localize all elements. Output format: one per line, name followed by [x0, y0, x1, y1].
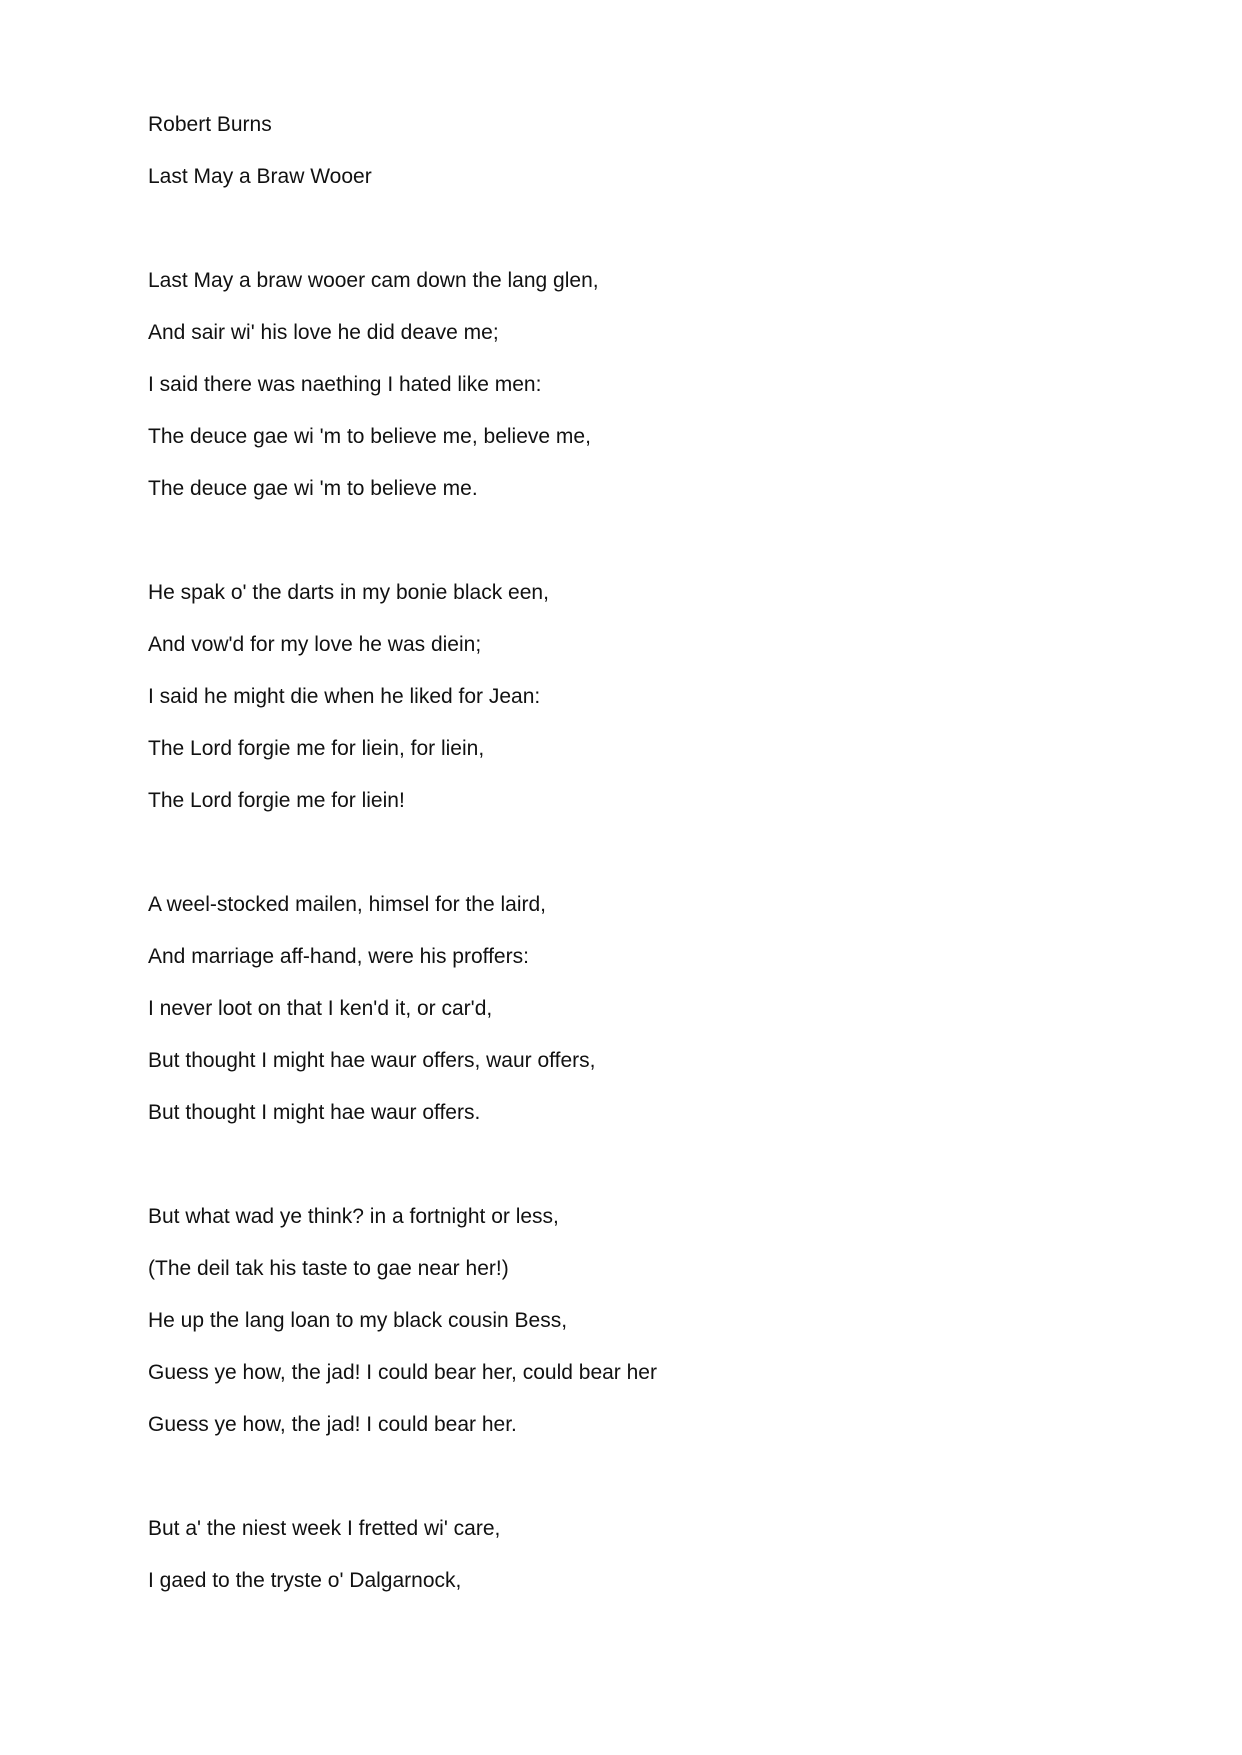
- poem-line: Guess ye how, the jad! I could bear her, could bear her: [148, 1361, 657, 1384]
- poem-line: But thought I might hae waur offers.: [148, 1101, 481, 1124]
- poem-line: I said there was naething I hated like men:: [148, 373, 542, 396]
- poem-line: He spak o' the darts in my bonie black een,: [148, 581, 549, 604]
- poem-line: I never loot on that I ken'd it, or car'd,: [148, 997, 493, 1020]
- poem-line: The Lord forgie me for liein!: [148, 789, 405, 812]
- poem-line: Last May a braw wooer cam down the lang glen,: [148, 269, 599, 292]
- poem-line: But what wad ye think? in a fortnight or less,: [148, 1205, 559, 1228]
- poem-line: I said he might die when he liked for Jean:: [148, 685, 541, 708]
- poem-line: And marriage aff-hand, were his proffers:: [148, 945, 529, 968]
- poem-line: He up the lang loan to my black cousin Bess,: [148, 1309, 568, 1332]
- poem-line: But thought I might hae waur offers, waur offers,: [148, 1049, 596, 1072]
- poem-line: And sair wi' his love he did deave me;: [148, 321, 499, 344]
- poem-line: The Lord forgie me for liein, for liein,: [148, 737, 485, 760]
- poem-line: And vow'd for my love he was diein;: [148, 633, 482, 656]
- poem-line: (The deil tak his taste to gae near her!): [148, 1257, 509, 1280]
- poem-line: I gaed to the tryste o' Dalgarnock,: [148, 1569, 462, 1592]
- poem-line: A weel-stocked mailen, himsel for the laird,: [148, 893, 547, 916]
- poem-line: The deuce gae wi 'm to believe me.: [148, 477, 478, 500]
- poem-line: Guess ye how, the jad! I could bear her.: [148, 1413, 517, 1436]
- poem-line: But a' the niest week I fretted wi' care,: [148, 1517, 501, 1540]
- poem-line: The deuce gae wi 'm to believe me, believe me,: [148, 425, 591, 448]
- author-name: Robert Burns: [148, 113, 272, 136]
- poem-title: Last May a Braw Wooer: [148, 165, 372, 188]
